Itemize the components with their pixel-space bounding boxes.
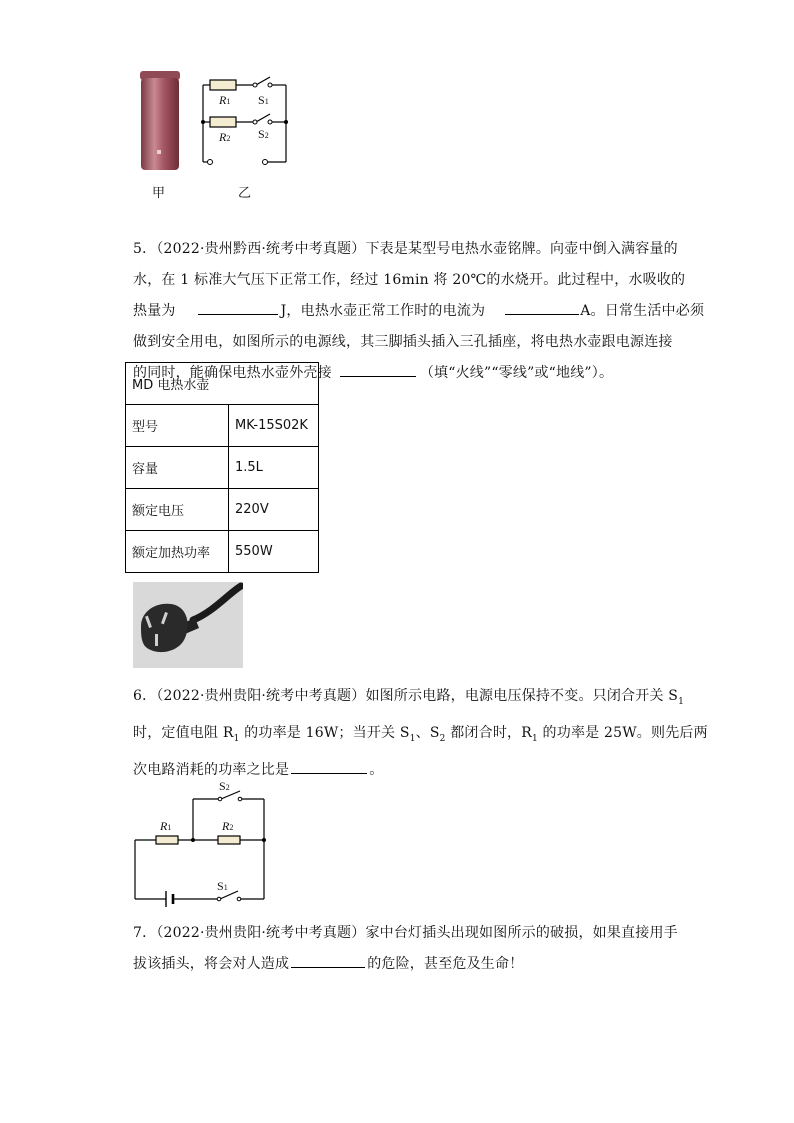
three-pin-plug-photo	[133, 582, 243, 668]
answer-blank-power-ratio[interactable]	[291, 758, 367, 774]
label-s1-q6: S1	[217, 879, 228, 893]
answer-blank-hazard[interactable]	[291, 952, 365, 968]
answer-blank-ground[interactable]	[340, 361, 416, 377]
question-source: （2022·贵州贵阳·统考中考真题）	[156, 925, 366, 941]
question-number: 5．	[133, 241, 157, 257]
question-number: 7．	[133, 925, 157, 941]
question-6: 6．（2022·贵州贵阳·统考中考真题）如图所示电路，电源电压保持不变。只闭合开关 $S_1$ 时，定值电阻 $R_1$ 的功率是 16W；当开关 $S_1$、$S_2$ 都闭合时，$R_1$ 的功率是 25W。则先后两 次电路消耗的功率之比是 。	[133, 688, 708, 778]
answer-blank-heat[interactable]	[198, 299, 278, 315]
table-row: 容量 1.5L	[126, 447, 319, 489]
kettle-photo	[138, 70, 183, 172]
table-row: 型号 MK-15S02K	[126, 405, 319, 447]
figure-caption-yi: 乙	[238, 186, 252, 201]
label-s2: S2	[258, 127, 269, 141]
kettle-nameplate-table	[125, 362, 319, 573]
question-source: （2022·贵州贵阳·统考中考真题）	[156, 688, 366, 704]
answer-blank-current[interactable]	[505, 299, 579, 315]
table-title-row	[126, 363, 319, 405]
question-5: 5．（2022·贵州黔西·统考中考真题）下表是某型号电热水壶铭牌。向壶中倒入满容量的 水，在 1 标准大气压下正常工作，经过 16min 将 20℃的水烧开。此过程中，水吸收的 热量为 J，电热水壶正常工作时的电流为 A。日常生活中必须 做到安全用电，如图所示的电源线，其三脚插头插入三孔插座，将电热水壶跟电源连接 的同时，能确保电热水壶外壳接 （填“火线”“零线”或“地线”）。	[133, 241, 705, 381]
question-source: （2022·贵州黔西·统考中考真题）	[156, 241, 366, 257]
table-row: 额定加热功率 550W	[126, 531, 319, 573]
figure-caption-jia: 甲	[152, 186, 166, 201]
label-s2-q6: S2	[219, 779, 230, 793]
label-s1: S1	[258, 93, 269, 107]
label-r1-q6: R1	[160, 819, 172, 833]
circuit-diagram-q6	[128, 780, 273, 910]
label-r2: R2	[219, 130, 231, 144]
table-title: MD 电热水壶	[126, 363, 319, 405]
question-number: 6．	[133, 688, 157, 704]
label-r1: R1	[219, 93, 231, 107]
label-r2-q6: R2	[222, 819, 234, 833]
question-7: 7．（2022·贵州贵阳·统考中考真题）家中台灯插头出现如图所示的破损，如果直接用手 拔该插头，将会对人造成 的危险，甚至危及生命！	[133, 925, 678, 972]
table-row: 额定电压 220V	[126, 489, 319, 531]
circuit-diagram-yi	[196, 72, 296, 172]
